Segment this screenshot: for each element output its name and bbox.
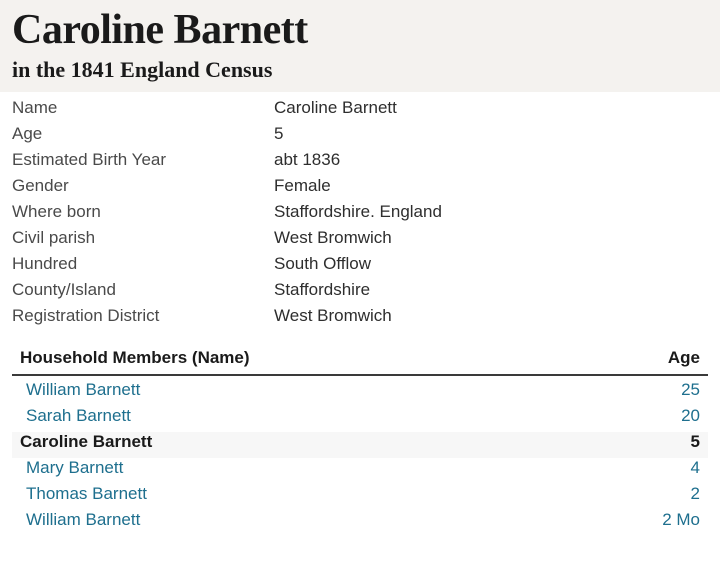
household-member-name[interactable]: William Barnett <box>26 510 141 529</box>
household-row[interactable] <box>12 510 708 536</box>
fact-label: County/Island <box>12 280 116 299</box>
household-member-age: 20 <box>681 406 700 425</box>
fact-value: West Bromwich <box>274 228 392 247</box>
fact-row <box>12 150 708 176</box>
household-member-name: Caroline Barnett <box>20 432 153 451</box>
fact-value: West Bromwich <box>274 306 392 325</box>
fact-label: Civil parish <box>12 228 96 247</box>
fact-label: Where born <box>12 202 101 221</box>
fact-value: South Offlow <box>274 254 372 273</box>
household-member-name[interactable]: William Barnett <box>26 380 141 399</box>
household-list <box>12 380 708 536</box>
fact-label: Hundred <box>12 254 78 273</box>
fact-value: Female <box>274 176 331 195</box>
fact-value: Staffordshire <box>274 280 371 299</box>
household-member-age: 4 <box>690 458 700 477</box>
fact-value: 5 <box>274 124 284 143</box>
fact-row <box>12 306 708 332</box>
fact-label: Age <box>12 124 43 143</box>
household-row-current[interactable] <box>12 432 708 458</box>
fact-label: Gender <box>12 176 69 195</box>
household-age-header: Age <box>667 348 700 367</box>
household-member-name[interactable]: Thomas Barnett <box>26 484 147 503</box>
fact-label: Name <box>12 98 58 117</box>
fact-label: Registration District <box>12 306 160 325</box>
fact-row <box>12 124 708 150</box>
fact-row <box>12 280 708 306</box>
fact-row <box>12 176 708 202</box>
fact-row <box>12 202 708 228</box>
record-header <box>0 0 720 92</box>
household-header <box>12 348 708 374</box>
household-divider <box>12 374 708 376</box>
household-member-name[interactable]: Sarah Barnett <box>26 406 131 425</box>
household-member-age: 2 Mo <box>662 510 700 529</box>
household-section <box>0 348 720 536</box>
household-member-name[interactable]: Mary Barnett <box>26 458 124 477</box>
household-row[interactable] <box>12 484 708 510</box>
household-member-age: 25 <box>681 380 700 399</box>
household-member-age: 5 <box>690 432 700 451</box>
fact-value: Staffordshire. England <box>274 202 442 221</box>
page-subtitle: in the 1841 England Census <box>12 57 273 82</box>
household-name-header: Household Members (Name) <box>20 348 250 367</box>
household-row[interactable] <box>12 406 708 432</box>
page-title: Caroline Barnett <box>12 7 308 53</box>
fact-row <box>12 228 708 254</box>
fact-value: abt 1836 <box>274 150 341 169</box>
household-member-age: 2 <box>690 484 700 503</box>
fact-row <box>12 98 708 124</box>
record-facts <box>0 92 720 332</box>
household-row[interactable] <box>12 380 708 406</box>
fact-label: Estimated Birth Year <box>12 150 167 169</box>
household-row[interactable] <box>12 458 708 484</box>
fact-value: Caroline Barnett <box>274 98 397 117</box>
fact-row <box>12 254 708 280</box>
